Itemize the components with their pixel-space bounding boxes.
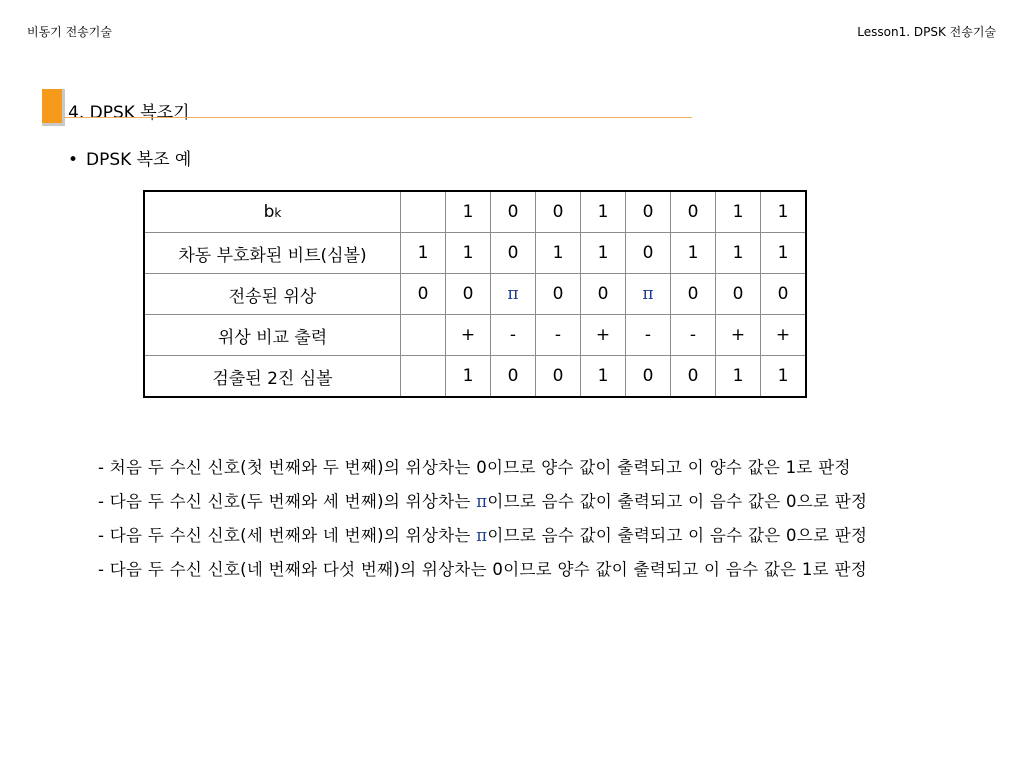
- table-cell: 1: [716, 356, 761, 398]
- table-cell: +: [446, 315, 491, 356]
- table-cell: 0: [536, 191, 581, 233]
- row-label: 위상 비교 출력: [144, 315, 401, 356]
- table-cell: 1: [446, 356, 491, 398]
- table-cell: 0: [446, 274, 491, 315]
- bullet-dot-icon: •: [68, 150, 79, 170]
- table-cell: 0: [626, 191, 671, 233]
- table-cell: -: [626, 315, 671, 356]
- note-paragraph: - 다음 두 수신 신호(세 번째와 네 번째)의 위상차는 π이므로 음수 값이 출력되고 이 음수 값은 0으로 판정: [98, 526, 868, 545]
- table-cell: 0: [716, 274, 761, 315]
- header-lesson-title: Lesson1. DPSK 전송기술: [857, 25, 996, 39]
- table-cell: +: [761, 315, 807, 356]
- dpsk-demod-table: [143, 190, 807, 398]
- bullet-item: [68, 145, 191, 170]
- table-cell: 0: [626, 356, 671, 398]
- table-cell-pi: π: [491, 274, 536, 315]
- note-paragraph: - 다음 두 수신 신호(두 번째와 세 번째)의 위상차는 π이므로 음수 값이 출력되고 이 음수 값은 0으로 판정: [98, 492, 868, 511]
- table-row: [144, 315, 806, 356]
- table-cell: 0: [671, 356, 716, 398]
- row-label: bk: [144, 191, 401, 233]
- row-label: 검출된 2진 심볼: [144, 356, 401, 398]
- table-cell: +: [716, 315, 761, 356]
- note-paragraph: - 처음 두 수신 신호(첫 번째와 두 번째)의 위상차는 0이므로 양수 값이 출력되고 이 양수 값은 1로 판정: [98, 458, 851, 477]
- table-row: [144, 356, 806, 398]
- header-course-title: 비동기 전송기술: [27, 25, 112, 39]
- table-cell: [401, 315, 446, 356]
- table-cell: 1: [446, 233, 491, 274]
- table-cell-pi: π: [626, 274, 671, 315]
- section-title: 4. DPSK 복조기: [68, 103, 190, 123]
- table-cell: -: [491, 315, 536, 356]
- row-label: 전송된 위상: [144, 274, 401, 315]
- note-paragraph: - 다음 두 수신 신호(네 번째와 다섯 번째)의 위상차는 0이므로 양수 값이 출력되고 이 음수 값은 1로 판정: [98, 560, 867, 579]
- table-row: [144, 233, 806, 274]
- table-cell: 0: [491, 191, 536, 233]
- table-cell: 1: [761, 233, 807, 274]
- table-cell: 1: [581, 356, 626, 398]
- table-cell: 0: [626, 233, 671, 274]
- table-cell: 1: [581, 233, 626, 274]
- table-cell: +: [581, 315, 626, 356]
- table-cell: -: [536, 315, 581, 356]
- table-cell: 1: [581, 191, 626, 233]
- row-label: 차동 부호화된 비트(심볼): [144, 233, 401, 274]
- table-cell: 0: [671, 274, 716, 315]
- table-cell: 0: [671, 191, 716, 233]
- bullet-text: DPSK 복조 예: [86, 150, 192, 170]
- table-row: [144, 191, 806, 233]
- table-cell: 0: [491, 356, 536, 398]
- table-cell: 0: [401, 274, 446, 315]
- table-cell: 0: [536, 356, 581, 398]
- table-cell: [401, 356, 446, 398]
- table-cell: 1: [761, 356, 807, 398]
- table-cell: 0: [536, 274, 581, 315]
- explanation-notes: [98, 455, 976, 591]
- table-cell: [401, 191, 446, 233]
- table-cell: 1: [716, 233, 761, 274]
- table-cell: 1: [536, 233, 581, 274]
- table-cell: 0: [491, 233, 536, 274]
- section-marker: [42, 89, 65, 126]
- table-row: [144, 274, 806, 315]
- table-cell: 1: [671, 233, 716, 274]
- table-cell: 0: [761, 274, 807, 315]
- table-cell: 0: [581, 274, 626, 315]
- table-cell: 1: [446, 191, 491, 233]
- table-cell: 1: [716, 191, 761, 233]
- table-cell: -: [671, 315, 716, 356]
- table-cell: 1: [761, 191, 807, 233]
- section-underline: [64, 117, 692, 118]
- table-cell: 1: [401, 233, 446, 274]
